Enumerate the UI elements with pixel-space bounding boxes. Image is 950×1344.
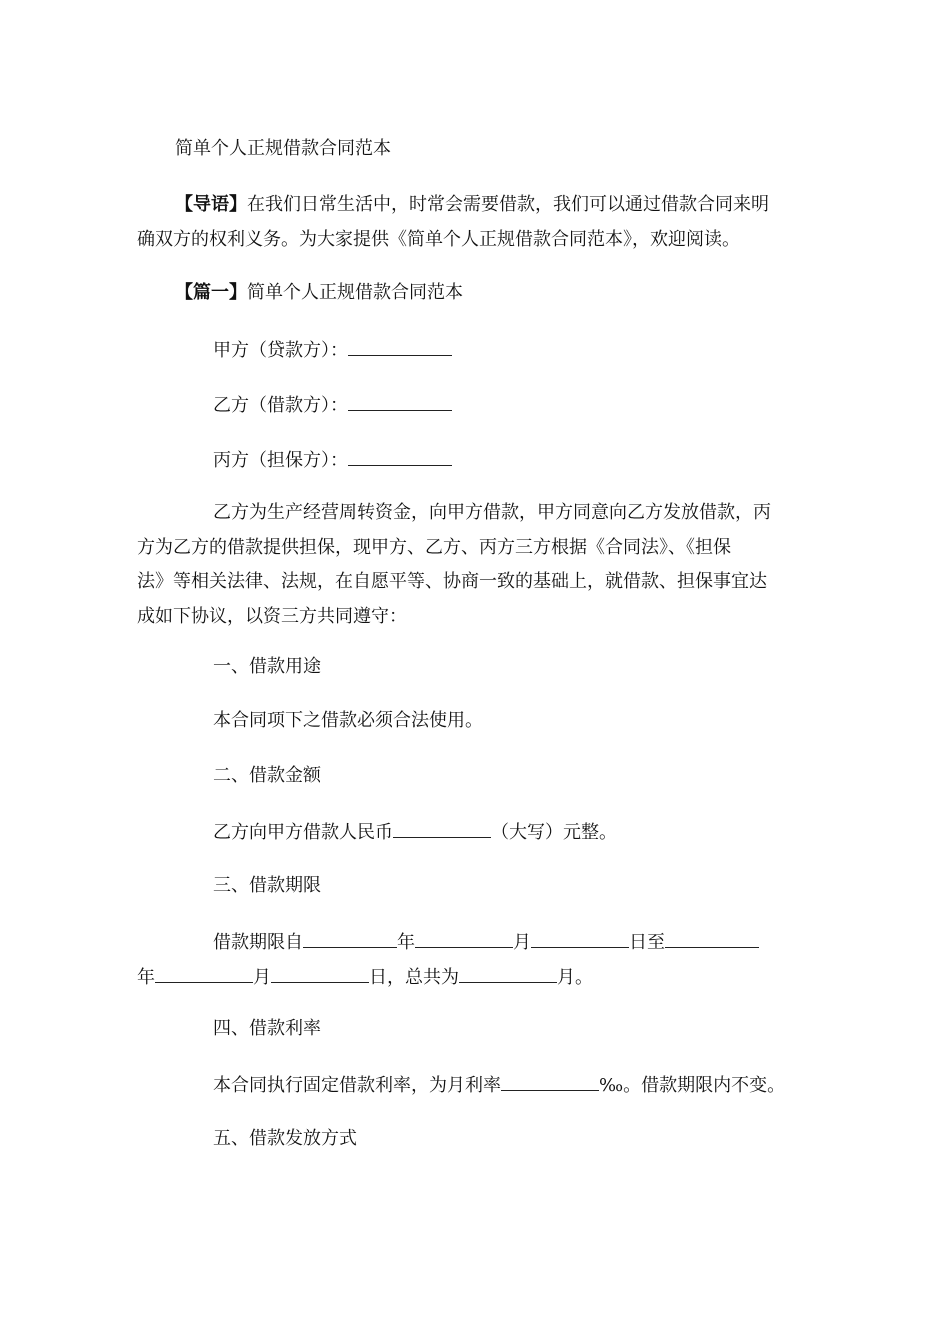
intro-text-1: 在我们日常生活中，时常会需要借款，我们可以通过借款合同来明 (247, 194, 769, 215)
start-day-blank[interactable] (531, 931, 629, 948)
start-year-blank[interactable] (303, 931, 397, 948)
party-b-label: 乙方（借款方）： (213, 395, 348, 416)
party-b (213, 394, 452, 416)
clause-3-line-1 (213, 931, 759, 953)
clause-3-l1-a: 借款期限自 (213, 932, 303, 953)
clause-4-pre: 本合同执行固定借款利率，为月利率 (213, 1075, 501, 1096)
clause-3-l1-d: 日至 (629, 932, 665, 953)
start-month-blank[interactable] (415, 931, 513, 948)
document-title: 简单个人正规借款合同范本 (175, 138, 391, 159)
section-heading-text: 简单个人正规借款合同范本 (247, 282, 463, 303)
intro-tag: 【导语】 (175, 194, 247, 215)
party-a-blank[interactable] (348, 339, 452, 356)
clause-3-l2-c: 日，总共为 (369, 967, 459, 988)
party-c-label: 丙方（担保方）： (213, 450, 348, 471)
clause-4-post: ‰。借款期限内不变。 (599, 1075, 786, 1096)
clause-3-l2-d: 月。 (557, 967, 593, 988)
intro-line-2: 确双方的权利义务。为大家提供《简单个人正规借款合同范本》，欢迎阅读。 (137, 229, 740, 250)
clause-5-heading: 五、借款发放方式 (213, 1128, 357, 1149)
end-month-blank[interactable] (155, 966, 253, 983)
party-b-blank[interactable] (348, 394, 452, 411)
clause-4-text (213, 1074, 785, 1096)
amount-blank[interactable] (393, 821, 491, 838)
clause-2-post: （大写）元整。 (491, 822, 617, 843)
preamble-line-3: 法》等相关法律、法规，在自愿平等、协商一致的基础上，就借款、担保事宜达 (137, 571, 767, 592)
clause-1-text: 本合同项下之借款必须合法使用。 (213, 710, 483, 731)
clause-3-line-2 (137, 966, 593, 988)
section-tag: 【篇一】 (175, 282, 247, 303)
party-a-label: 甲方（贷款方）： (213, 340, 348, 361)
preamble-line-4: 成如下协议，以资三方共同遵守： (137, 606, 407, 627)
party-a (213, 339, 452, 361)
clause-2-heading: 二、借款金额 (213, 765, 321, 786)
end-year-blank[interactable] (665, 931, 759, 948)
clause-2-pre: 乙方向甲方借款人民币 (213, 822, 393, 843)
clause-3-heading: 三、借款期限 (213, 875, 321, 896)
section-heading (175, 283, 463, 303)
party-c (213, 449, 452, 471)
clause-2-text (213, 821, 617, 843)
clause-3-l2-b: 月 (253, 967, 271, 988)
rate-blank[interactable] (501, 1074, 599, 1091)
clause-3-l2-a: 年 (137, 967, 155, 988)
preamble-line-2: 方为乙方的借款提供担保，现甲方、乙方、丙方三方根据《合同法》、《担保 (137, 537, 731, 558)
clause-3-l1-c: 月 (513, 932, 531, 953)
clause-1-heading: 一、借款用途 (213, 656, 321, 677)
end-day-blank[interactable] (271, 966, 369, 983)
preamble-line-1: 乙方为生产经营周转资金，向甲方借款，甲方同意向乙方发放借款，丙 (213, 502, 771, 523)
clause-4-heading: 四、借款利率 (213, 1018, 321, 1039)
total-months-blank[interactable] (459, 966, 557, 983)
party-c-blank[interactable] (348, 449, 452, 466)
intro-line-1 (175, 195, 769, 215)
clause-3-l1-b: 年 (397, 932, 415, 953)
